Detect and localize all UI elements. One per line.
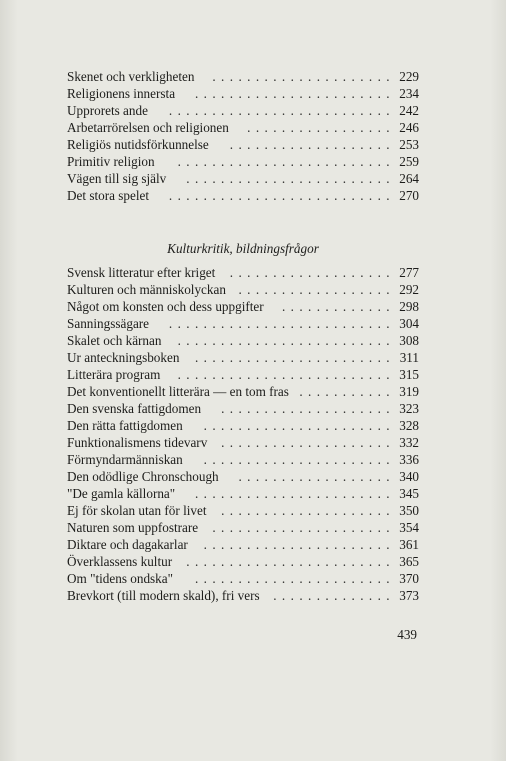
toc-entry-title: Den svenska fattigdomen bbox=[67, 401, 202, 416]
toc-entry-page: 242 bbox=[399, 103, 419, 118]
toc-entry-page: 350 bbox=[399, 503, 419, 518]
toc-entry bbox=[67, 400, 419, 417]
toc-entry bbox=[67, 136, 419, 153]
dot-leader: ...................... bbox=[203, 418, 395, 433]
toc-entry-page: 259 bbox=[399, 154, 419, 169]
toc-entry-page: 264 bbox=[399, 171, 419, 186]
toc-entry bbox=[67, 264, 419, 281]
toc-entry bbox=[67, 68, 419, 85]
dot-leader: .............. bbox=[273, 588, 395, 603]
dot-leader: ................... bbox=[229, 265, 395, 280]
toc-entry-title: Kulturen och människolyckan bbox=[67, 282, 226, 297]
toc-entry bbox=[67, 102, 419, 119]
toc-entry-title: Upprorets ande bbox=[67, 103, 148, 118]
toc-entry-title: Arbetarrörelsen och religionen bbox=[67, 120, 229, 135]
toc-entry-page: 361 bbox=[399, 537, 419, 552]
section-heading: Kulturkritik, bildningsfrågor bbox=[167, 241, 319, 256]
toc-entry bbox=[67, 332, 419, 349]
toc-entry bbox=[67, 281, 419, 298]
dot-leader: ........................ bbox=[186, 554, 395, 569]
dot-leader: ............. bbox=[281, 299, 395, 314]
toc-entry bbox=[67, 553, 419, 570]
dot-leader: .................... bbox=[221, 435, 395, 450]
toc-entry-title: Det stora spelet bbox=[67, 188, 150, 203]
toc-entry bbox=[67, 349, 419, 366]
toc-list-kulturkritik bbox=[67, 264, 419, 604]
dot-leader: .......................... bbox=[168, 316, 395, 331]
toc-entry-title: Religiös nutidsförkunnelse bbox=[67, 137, 209, 152]
toc-entry bbox=[67, 153, 419, 170]
dot-leader: ........................ bbox=[186, 171, 395, 186]
toc-entry-title: Religionens innersta bbox=[67, 86, 176, 101]
dot-leader: ...................... bbox=[203, 537, 395, 552]
toc-entry bbox=[67, 519, 419, 536]
toc-entry bbox=[67, 570, 419, 587]
toc-entry-title: Diktare och dagakarlar bbox=[67, 537, 188, 552]
toc-list-religion bbox=[67, 68, 419, 204]
toc-entry bbox=[67, 434, 419, 451]
dot-leader: .................... bbox=[221, 401, 395, 416]
toc-entry-page: 373 bbox=[399, 588, 419, 603]
dot-leader: .................. bbox=[238, 282, 395, 297]
toc-entry bbox=[67, 536, 419, 553]
toc-entry-title: Den odödlige Chronschough bbox=[67, 469, 219, 484]
toc-entry-page: 365 bbox=[399, 554, 419, 569]
toc-entry-title: Skalet och kärnan bbox=[67, 333, 162, 348]
dot-leader: .......................... bbox=[168, 188, 395, 203]
toc-entry-title: Ej för skolan utan för livet bbox=[67, 503, 207, 518]
toc-entry-page: 246 bbox=[399, 120, 419, 135]
toc-entry-title: Sanningssägare bbox=[67, 316, 150, 331]
dot-leader: .......................... bbox=[168, 103, 395, 118]
toc-entry-title: Förmyndarmänniskan bbox=[67, 452, 183, 467]
toc-entry bbox=[67, 451, 419, 468]
dot-leader: .................... bbox=[221, 503, 395, 518]
toc-entry-title: Det konventionellt litterära — en tom fras bbox=[67, 384, 289, 399]
toc-entry-page: 270 bbox=[399, 188, 419, 203]
dot-leader: ....................... bbox=[194, 571, 395, 586]
toc-entry-title: Svensk litteratur efter kriget bbox=[67, 265, 216, 280]
toc-entry bbox=[67, 315, 419, 332]
dot-leader: ................. bbox=[247, 120, 395, 135]
toc-entry bbox=[67, 366, 419, 383]
toc-entry-page: 292 bbox=[399, 282, 419, 297]
toc-entry-page: 311 bbox=[399, 350, 419, 365]
toc-entry bbox=[67, 502, 419, 519]
toc-entry bbox=[67, 85, 419, 102]
toc-entry-page: 328 bbox=[399, 418, 419, 433]
dot-leader: ....................... bbox=[194, 486, 395, 501]
toc-entry-page: 315 bbox=[399, 367, 419, 382]
toc-entry bbox=[67, 187, 419, 204]
toc-entry bbox=[67, 170, 419, 187]
toc-entry-page: 253 bbox=[399, 137, 419, 152]
dot-leader: ..................... bbox=[212, 69, 395, 84]
toc-entry bbox=[67, 383, 419, 400]
toc-entry-title: Ur anteckningsboken bbox=[67, 350, 180, 365]
toc-entry-page: 370 bbox=[399, 571, 419, 586]
toc-entry-page: 319 bbox=[399, 384, 419, 399]
toc-entry-page: 332 bbox=[399, 435, 419, 450]
toc-entry bbox=[67, 485, 419, 502]
toc-entry bbox=[67, 417, 419, 434]
toc-entry bbox=[67, 119, 419, 136]
toc-entry-title: "De gamla källorna" bbox=[67, 486, 176, 501]
dot-leader: ...................... bbox=[203, 452, 395, 467]
dot-leader: ................... bbox=[229, 137, 395, 152]
toc-entry-page: 304 bbox=[399, 316, 419, 331]
dot-leader: ....................... bbox=[194, 350, 395, 365]
toc-entry-page: 308 bbox=[399, 333, 419, 348]
toc-entry-title: Den rätta fattigdomen bbox=[67, 418, 183, 433]
toc-entry-page: 298 bbox=[399, 299, 419, 314]
toc-entry-page: 234 bbox=[399, 86, 419, 101]
dot-leader: ......................... bbox=[177, 333, 395, 348]
toc-entry-title: Brevkort (till modern skald), fri vers bbox=[67, 588, 260, 603]
toc-entry-page: 340 bbox=[399, 469, 419, 484]
toc-entry-title: Skenet och verkligheten bbox=[67, 69, 195, 84]
dot-leader: ....................... bbox=[194, 86, 395, 101]
toc-entry-title: Om "tidens ondska" bbox=[67, 571, 174, 586]
dot-leader: ..................... bbox=[212, 520, 395, 535]
dot-leader: ........... bbox=[299, 384, 395, 399]
toc-entry bbox=[67, 587, 419, 604]
toc-entry-title: Överklassens kultur bbox=[67, 554, 173, 569]
toc-entry-page: 323 bbox=[399, 401, 419, 416]
dot-leader: .................. bbox=[238, 469, 395, 484]
toc-entry bbox=[67, 468, 419, 485]
toc-entry-page: 336 bbox=[399, 452, 419, 467]
toc-entry-page: 354 bbox=[399, 520, 419, 535]
toc-entry-title: Primitiv religion bbox=[67, 154, 155, 169]
toc-entry-title: Litterära program bbox=[67, 367, 161, 382]
toc-entry-page: 277 bbox=[399, 265, 419, 280]
toc-entry-title: Funktionalismens tidevarv bbox=[67, 435, 208, 450]
toc-entry-page: 345 bbox=[399, 486, 419, 501]
toc-entry-title: Något om konsten och dess uppgifter bbox=[67, 299, 264, 314]
page-number: 439 bbox=[397, 627, 417, 642]
toc-entry-title: Vägen till sig själv bbox=[67, 171, 167, 186]
dot-leader: ......................... bbox=[177, 367, 395, 382]
dot-leader: ......................... bbox=[177, 154, 395, 169]
toc-entry bbox=[67, 298, 419, 315]
toc-entry-title: Naturen som uppfostrare bbox=[67, 520, 199, 535]
toc-entry-page: 229 bbox=[399, 69, 419, 84]
